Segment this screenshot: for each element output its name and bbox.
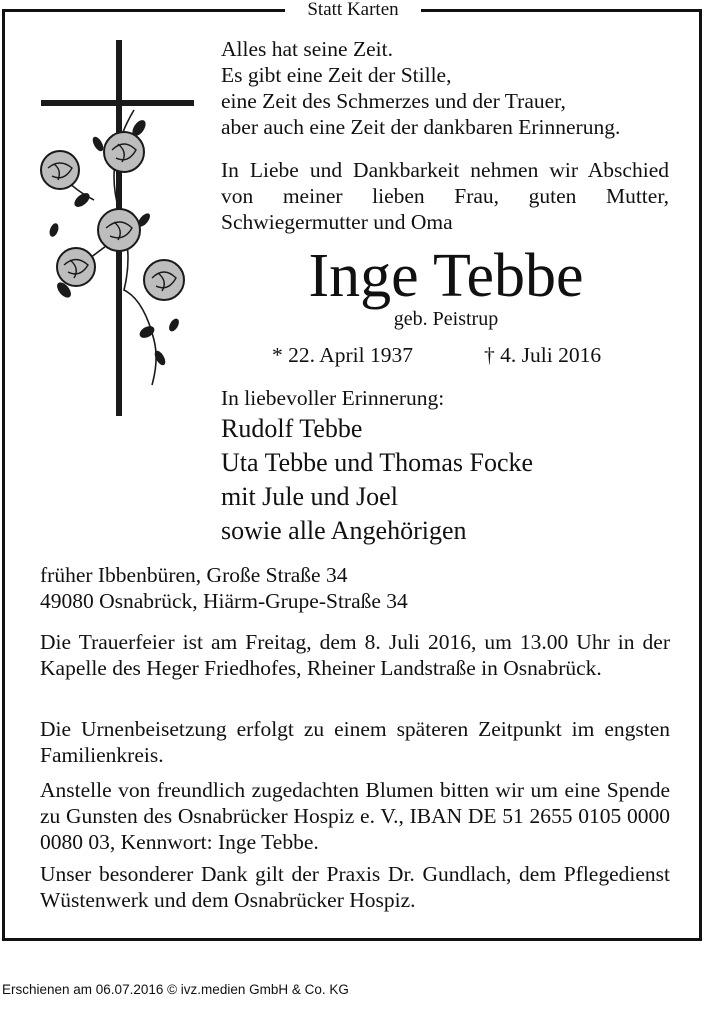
address-line: 49080 Osnabrück, Hiärm-Grupe-Straße 34 <box>40 589 408 613</box>
mourners-list <box>221 412 671 548</box>
birth-date: * 22. April 1937 <box>272 343 413 367</box>
verse-line: Es gibt eine Zeit der Stille, <box>221 63 452 87</box>
mourner-name: Uta Tebbe und Thomas Focke <box>221 448 534 477</box>
notice-burial: Die Urnenbeisetzung erfolgt zu einem späteren Zeitpunkt im engsten Familienkreis. <box>40 717 670 767</box>
notice-donation: Anstelle von freundlich zugedachten Blumen bitten wir um eine Spende zu Gunsten des Osnabrücker Hospiz e. V., IBAN DE 51 2655 0105 0000 0080 03, Kennwort: Inge Tebbe. <box>40 778 670 854</box>
mourner-name: sowie alle Angehörigen <box>221 516 467 545</box>
header-label: Statt Karten <box>285 0 421 20</box>
mourner-name: mit Jule und Joel <box>221 482 398 511</box>
birth-name: geb. Peistrup <box>393 308 499 330</box>
verse-line: Alles hat seine Zeit. <box>221 37 393 61</box>
verse-line: eine Zeit des Schmerzes und der Trauer, <box>221 89 566 113</box>
publication-footer: Erschienen am 06.07.2016 © ivz.medien GmbH & Co. KG <box>2 982 349 997</box>
cross-with-roses-icon <box>34 40 194 420</box>
death-date: † 4. Juli 2016 <box>484 343 602 367</box>
addresses <box>40 562 670 614</box>
verse-line: aber auch eine Zeit der dankbaren Erinnerung. <box>221 115 621 139</box>
mourners-intro: In liebevoller Erinnerung: <box>221 386 445 410</box>
notice-funeral: Die Trauerfeier ist am Freitag, dem 8. Juli 2016, um 13.00 Uhr in der Kapelle des Heger Friedhofes, Rheiner Landstraße in Osnabrück. <box>40 630 670 680</box>
address-line: früher Ibbenbüren, Große Straße 34 <box>40 563 348 587</box>
deceased-name: Inge Tebbe <box>308 242 584 310</box>
mourner-name: Rudolf Tebbe <box>221 414 363 443</box>
intro-text: In Liebe und Dankbarkeit nehmen wir Abschied von meiner lieben Frau, guten Mutter, Schwiegermutter und Oma <box>221 158 669 234</box>
notice-thanks: Unser besonderer Dank gilt der Praxis Dr. Gundlach, dem Pflegedienst Wüstenwerk und dem Osnabrücker Hospiz. <box>40 862 670 912</box>
verse <box>221 36 671 140</box>
